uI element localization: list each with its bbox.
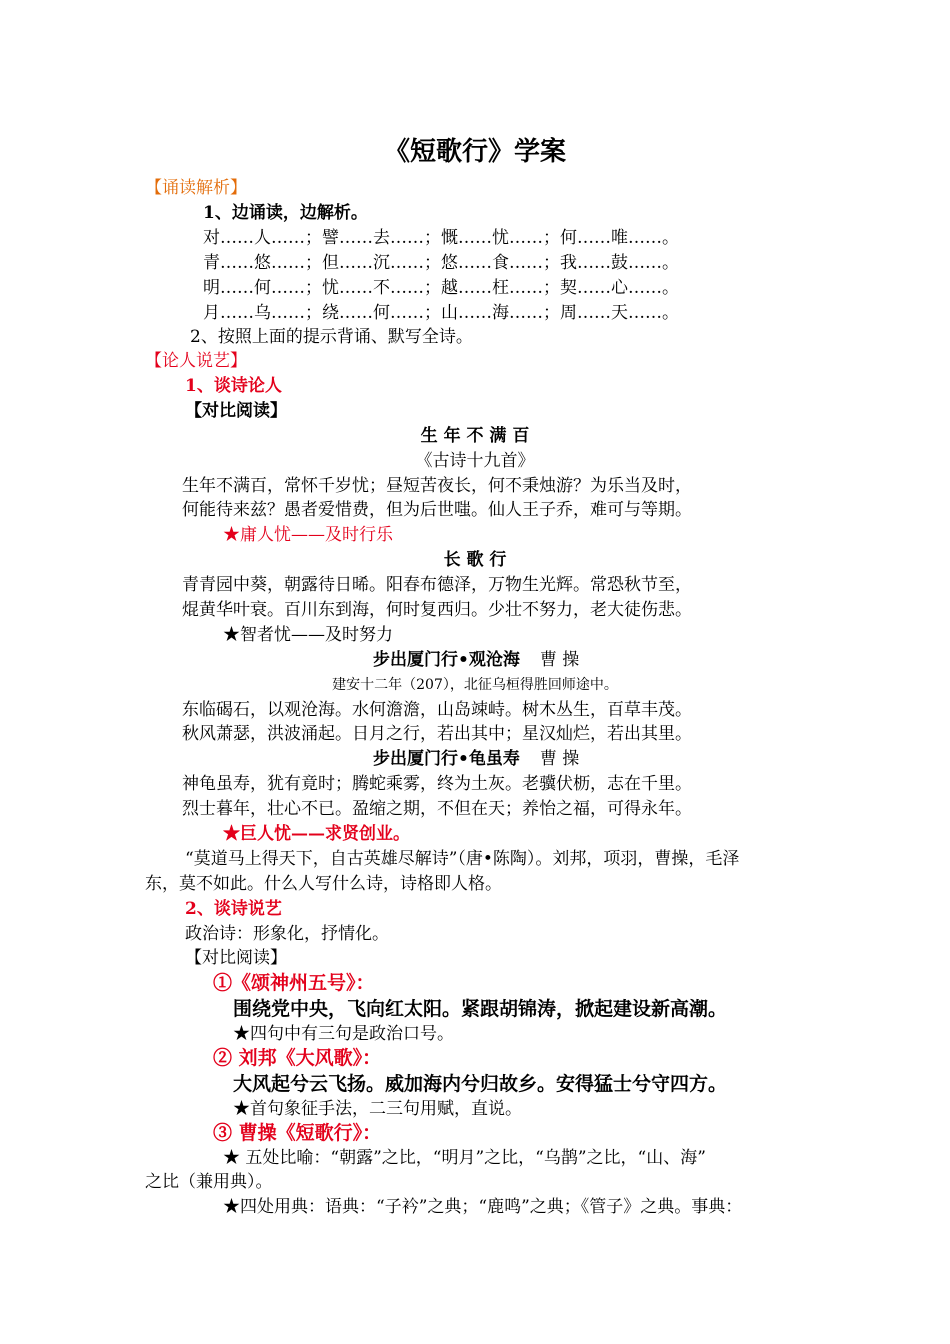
poem1-line-2: 何能待来兹？愚者爱惜费，但为后世嗤。仙人王子乔，难可与等期。 (182, 500, 692, 520)
quote-line-1: “莫道马上得天下，自古英雄尽解诗”（唐•陈陶）。刘邦，项羽，曹操，毛泽 (185, 849, 740, 869)
recite-step-1: 1、边诵读，边解析。 (203, 203, 368, 223)
compare-reading-label: 【对比阅读】 (185, 401, 287, 421)
poem1-source: 《古诗十九首》 (415, 451, 535, 471)
subsection-poem-person: 1、谈诗论人 (185, 376, 282, 396)
poem1-note: ★庸人忧——及时行乐 (223, 525, 393, 545)
compare-reading-label-2: 【对比阅读】 (185, 948, 287, 968)
item2-title: ② 刘邦《大风歌》： (213, 1047, 382, 1069)
poem1-title: 生 年 不 满 百 (420, 426, 530, 446)
page-title: 《短歌行》学案 (383, 137, 566, 167)
poem3-title: 步出厦门行•观沧海 (373, 650, 520, 670)
poem4-title: 步出厦门行•龟虽寿 (373, 749, 520, 769)
poem3-line-1: 东临碣石，以观沧海。水何澹澹，山岛竦峙。树木丛生，百草丰茂。 (182, 700, 692, 720)
recite-step-2: 2、按照上面的提示背诵、默写全诗。 (190, 327, 473, 347)
poem4-line-2: 烈士暮年，壮心不已。盈缩之期，不但在天；养怡之福，可得永年。 (182, 799, 692, 819)
item2-text: 大风起兮云飞扬。威加海内兮归故乡。安得猛士兮守四方。 (233, 1073, 728, 1095)
poem3-heading (373, 649, 579, 671)
poem2-line-1: 青青园中葵，朝露待日晞。阳春布德泽，万物生光辉。常恐秋节至， (182, 575, 692, 595)
item1-note: ★四句中有三句是政治口号。 (233, 1024, 454, 1044)
section-header-recite: 【诵读解析】 (145, 178, 247, 198)
political-poem-note: 政治诗：形象化，抒情化。 (185, 924, 389, 944)
item1-text: 围绕党中央，飞向红太阳。紧跟胡锦涛，掀起建设新高潮。 (233, 998, 728, 1020)
cue-line-3: 明……何……；忧……不……；越……枉……；契……心……。 (203, 278, 679, 298)
poem4-note: ★巨人忧——求贤创业。 (223, 824, 410, 844)
item1-title: ①《颂神州五号》： (213, 972, 375, 994)
poem4-line-1: 神龟虽寿，犹有竟时；腾蛇乘雾，终为土灰。老骥伏枥，志在千里。 (182, 774, 692, 794)
poem2-title: 长 歌 行 (443, 550, 507, 570)
cue-line-2: 青……悠……；但……沉……；悠……食……；我……鼓……。 (203, 253, 679, 273)
cue-line-4: 月……乌……；绕……何……；山……海……；周……天……。 (203, 303, 679, 323)
poem4-author: 曹 操 (539, 749, 580, 769)
poem1-line-1: 生年不满百，常怀千岁忧；昼短苦夜长，何不秉烛游？为乐当及时， (182, 476, 692, 496)
quote-line-2: 东，莫不如此。什么人写什么诗，诗格即人格。 (145, 874, 502, 894)
item3-title: ③ 曹操《短歌行》： (213, 1122, 382, 1144)
poem2-line-2: 焜黄华叶衰。百川东到海，何时复西归。少壮不努力，老大徒伤悲。 (182, 600, 692, 620)
subsection-poem-art: 2、谈诗说艺 (185, 899, 282, 919)
poem3-author: 曹 操 (539, 650, 580, 670)
poem3-line-2: 秋风萧瑟，洪波涌起。日月之行，若出其中；星汉灿烂，若出其里。 (182, 724, 692, 744)
item3-note-line-2: 之比（兼用典）。 (145, 1172, 273, 1192)
poem2-note: ★智者忧——及时努力 (223, 625, 393, 645)
item3-note-line-1: ★ 五处比喻：“朝露”之比，“明月”之比，“乌鹊”之比，“山、海” (223, 1148, 706, 1168)
section-header-person: 【论人说艺】 (145, 351, 247, 371)
poem3-preface: 建安十二年（207），北征乌桓得胜回师途中。 (332, 677, 618, 693)
item3-note-2: ★四处用典：语典：“子衿”之典；“鹿鸣”之典；《管子》之典。事典： (223, 1197, 743, 1217)
item2-note: ★首句象征手法，二三句用赋，直说。 (233, 1099, 522, 1119)
poem4-heading (373, 748, 579, 770)
cue-line-1: 对……人……；譬……去……；慨……忧……；何……唯……。 (203, 228, 679, 248)
